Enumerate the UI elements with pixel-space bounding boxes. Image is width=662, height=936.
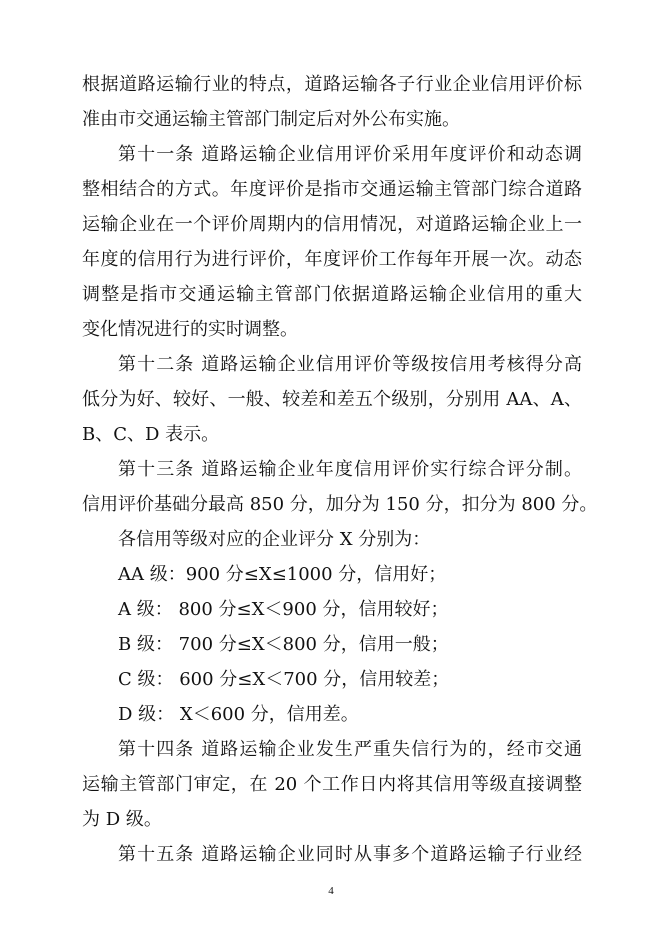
text-line-1: 根据道路运输行业的特点，道路运输各子行业企业信用评价标 — [82, 74, 582, 95]
grade-line-a: A 级： 800 分≤X＜900 分，信用较好； — [118, 599, 449, 620]
grade-line-d: D 级： X＜600 分，信用差。 — [118, 704, 359, 725]
text-line-7: 调整是指市交通运输主管部门依据道路运输企业信用的重大 — [82, 284, 582, 305]
grade-line-aa: AA 级：900 分≤X≤1000 分，信用好； — [118, 564, 447, 585]
page-number: 4 — [328, 885, 334, 897]
grade-line-c: C 级： 600 分≤X＜700 分，信用较差； — [118, 669, 450, 690]
text-line-5: 运输企业在一个评价周期内的信用情况，对道路运输企业上一 — [82, 214, 582, 235]
text-line-10: 低分为好、较好、一般、较差和差五个级别，分别用 AA、A、 — [82, 389, 582, 410]
text-line-22: 为 D 级。 — [82, 809, 162, 830]
text-line-9: 第十二条 道路运输企业信用评价等级按信用考核得分高 — [118, 354, 582, 375]
text-line-20: 第十四条 道路运输企业发生严重失信行为的，经市交通 — [118, 739, 582, 760]
text-line-21: 运输主管部门审定，在 20 个工作日内将其信用等级直接调整 — [82, 774, 582, 795]
text-line-11: B、C、D 表示。 — [82, 424, 220, 445]
text-line-6: 年度的信用行为进行评价，年度评价工作每年开展一次。动态 — [82, 249, 582, 270]
text-line-14: 各信用等级对应的企业评分 X 分别为： — [118, 529, 431, 550]
text-line-12: 第十三条 道路运输企业年度信用评价实行综合评分制。 — [118, 459, 582, 480]
text-line-2: 准由市交通运输主管部门制定后对外公布实施。 — [82, 109, 460, 130]
text-line-3: 第十一条 道路运输企业信用评价采用年度评价和动态调 — [118, 144, 582, 165]
text-line-8: 变化情况进行的实时调整。 — [82, 319, 298, 340]
text-line-13: 信用评价基础分最高 850 分，加分为 150 分，扣分为 800 分。 — [82, 494, 598, 515]
text-line-23: 第十五条 道路运输企业同时从事多个道路运输子行业经 — [118, 844, 582, 865]
text-line-4: 整相结合的方式。年度评价是指市交通运输主管部门综合道路 — [82, 179, 582, 200]
grade-line-b: B 级： 700 分≤X＜800 分，信用一般； — [118, 634, 449, 655]
